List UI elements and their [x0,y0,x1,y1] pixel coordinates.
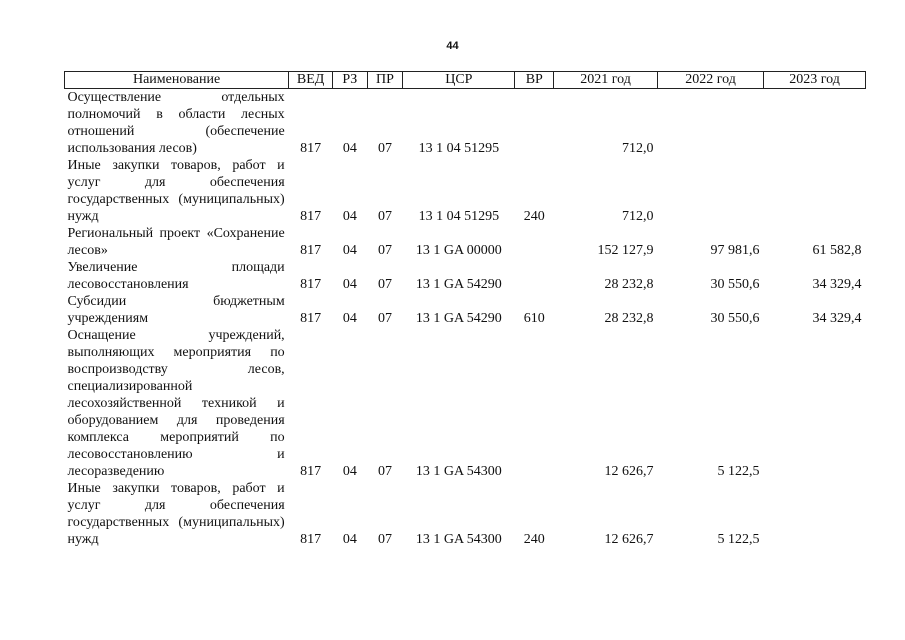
row-csr: 13 1 GA 54300 [415,532,502,547]
row-rz: 04 [342,141,357,156]
header-vr: ВР [515,72,554,89]
row-ved: 817 [300,464,322,479]
row-2021: 28 232,8 [604,311,654,326]
row-rz: 04 [342,209,357,224]
row-csr: 13 1 GA 54290 [415,311,502,326]
row-rz: 04 [342,243,357,258]
row-rz: 04 [342,277,357,292]
row-rz: 04 [342,464,357,479]
table-row [65,259,866,293]
row-2022: 5 122,5 [717,464,760,479]
row-csr: 13 1 GA 54290 [415,277,502,292]
row-2021: 12 626,7 [604,532,654,547]
row-ved: 817 [300,141,322,156]
row-name: Региональный проект «Сохранение лесов» [67,226,285,258]
row-csr: 13 1 GA 00000 [415,243,502,258]
row-name: Осуществление отдельных полномочий в области лесных отношений (обеспечение использования лесов) [67,90,285,156]
row-vr: 610 [523,311,545,326]
row-ved: 817 [300,243,322,258]
header-ved: ВЕД [289,72,333,89]
header-2021: 2021 год [554,72,658,89]
row-pr: 07 [377,311,392,326]
row-rz: 04 [342,532,357,547]
row-name: Субсидии бюджетным учреждениям [67,294,285,326]
row-name: Увеличение площади лесовосстановления [67,260,285,292]
row-name: Оснащение учреждений, выполняющих мероприятия по воспроизводству лесов, специализированной лесохозяйственной техникой и оборудованием для проведения комплекса мероприятий по лесовосстановлению и лесоразведению [67,328,285,479]
budget-table [64,71,866,548]
row-csr: 13 1 04 51295 [418,209,500,224]
row-pr: 07 [377,209,392,224]
row-vr: 240 [523,532,545,547]
header-2023: 2023 год [764,72,866,89]
row-vr [515,89,554,158]
row-2023: 34 329,4 [812,277,862,292]
row-2022: 30 550,6 [710,311,760,326]
row-pr: 07 [377,141,392,156]
table-row [65,293,866,327]
row-2023 [764,89,866,158]
row-2023 [764,327,866,480]
row-csr: 13 1 GA 54300 [415,464,502,479]
row-2021: 712,0 [622,141,654,156]
row-ved: 817 [300,311,322,326]
row-vr [515,327,554,480]
row-pr: 07 [377,532,392,547]
row-2022 [658,157,764,225]
row-ved: 817 [300,277,322,292]
header-row [65,72,866,89]
table-row [65,480,866,548]
row-2023 [764,480,866,548]
header-csr: ЦСР [403,72,515,89]
row-csr: 13 1 04 51295 [418,141,500,156]
header-rz: РЗ [333,72,368,89]
row-ved: 817 [300,209,322,224]
row-vr: 240 [523,209,545,224]
row-2022: 5 122,5 [717,532,760,547]
row-2021: 28 232,8 [604,277,654,292]
header-name: Наименование [65,72,289,89]
row-2021: 712,0 [622,209,654,224]
row-2023: 34 329,4 [812,311,862,326]
row-ved: 817 [300,532,322,547]
row-vr [515,225,554,259]
table-row [65,157,866,225]
row-2023 [764,157,866,225]
row-name: Иные закупки товаров, работ и услуг для обеспечения государственных (муниципальных) нужд [67,158,285,224]
table-row [65,327,866,480]
page-number: 44 [446,40,459,52]
row-pr: 07 [377,464,392,479]
header-pr: ПР [367,72,403,89]
row-pr: 07 [377,277,392,292]
row-pr: 07 [377,243,392,258]
table-row [65,225,866,259]
row-2023: 61 582,8 [812,243,862,258]
row-2021: 152 127,9 [597,243,654,258]
row-vr [515,259,554,293]
row-2022 [658,89,764,158]
row-2022: 97 981,6 [710,243,760,258]
table-row [65,89,866,158]
row-name: Иные закупки товаров, работ и услуг для обеспечения государственных (муниципальных) нужд [67,481,285,547]
header-2022: 2022 год [658,72,764,89]
row-2021: 12 626,7 [604,464,654,479]
row-rz: 04 [342,311,357,326]
row-2022: 30 550,6 [710,277,760,292]
